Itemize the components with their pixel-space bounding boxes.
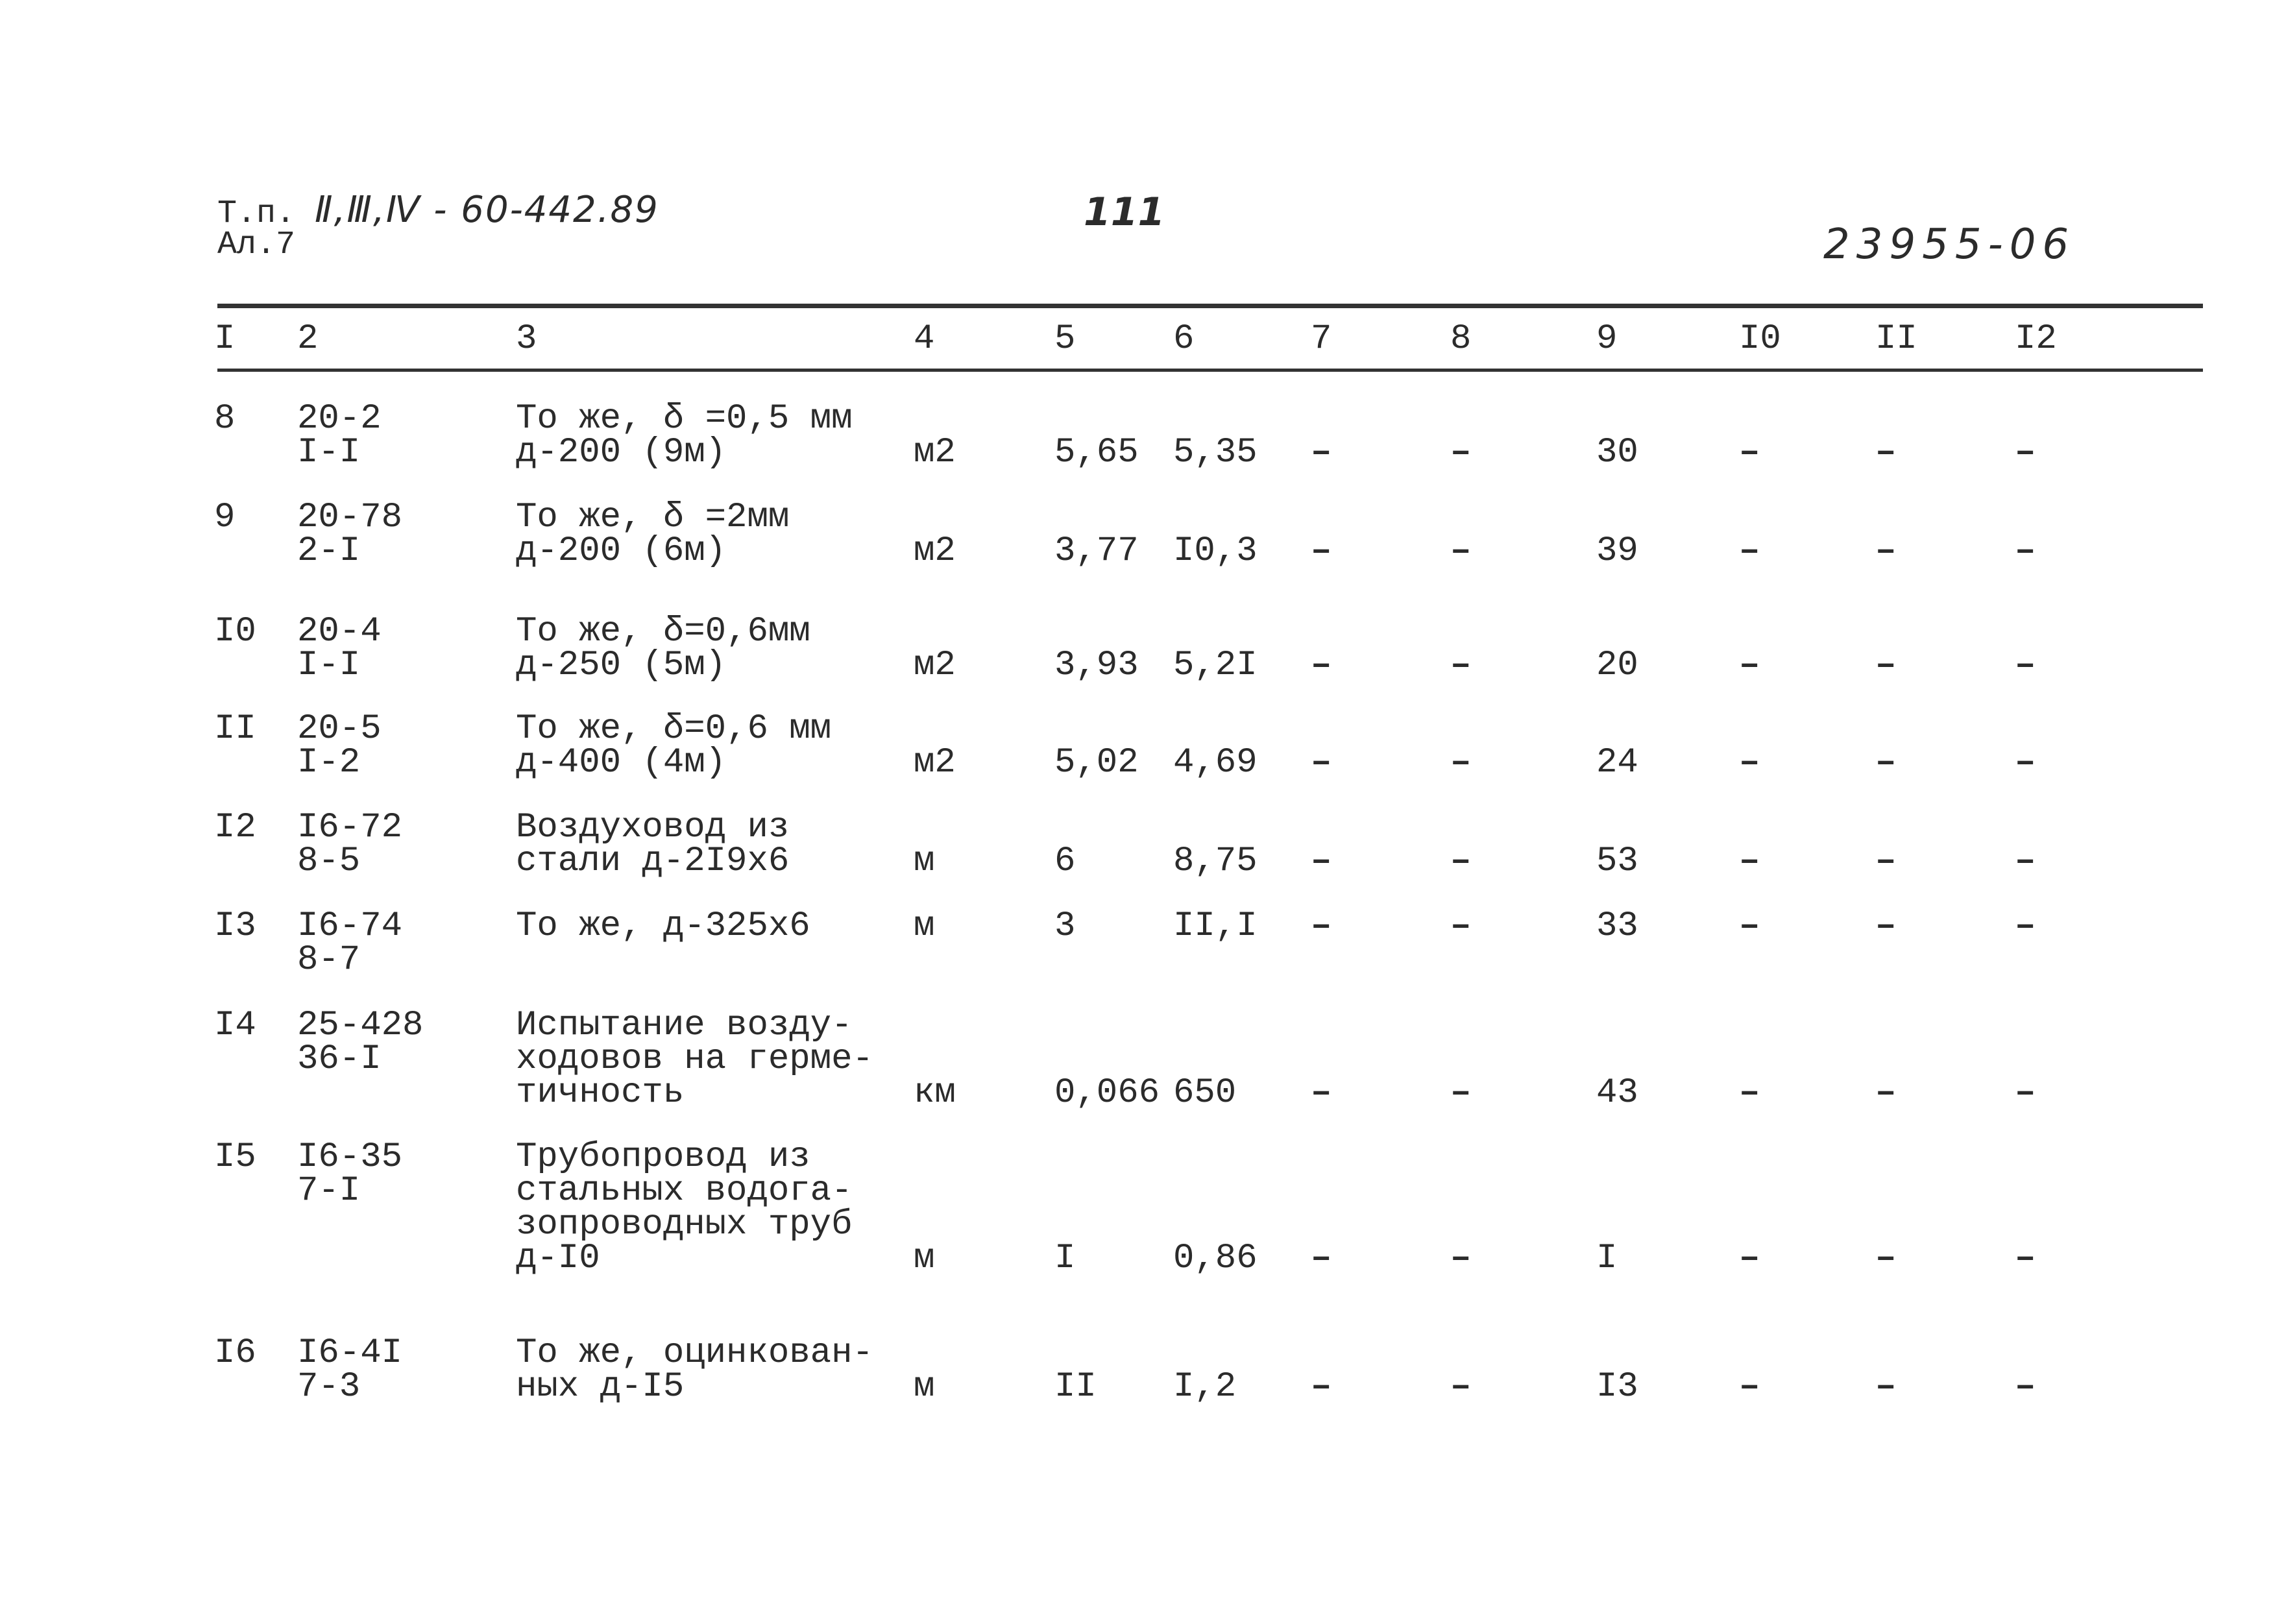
row-col-12: – <box>2015 1239 2036 1278</box>
row-code-line: I-I <box>297 646 361 685</box>
column-header-9: 9 <box>1596 319 1618 359</box>
row-col-10: – <box>1739 531 1760 571</box>
row-col-11: – <box>1875 842 1897 881</box>
row-col-11: – <box>1875 743 1897 782</box>
tp-prefix: Т.п. <box>217 195 296 232</box>
column-header-10: I0 <box>1739 319 1781 359</box>
column-header-7: 7 <box>1311 319 1332 359</box>
row-description-line: То же, δ=0,6 мм <box>516 709 832 749</box>
row-col-8: – <box>1450 1367 1472 1407</box>
row-col-7: – <box>1311 531 1332 571</box>
column-header-4: 4 <box>914 319 935 359</box>
column-header-12: I2 <box>2015 319 2057 359</box>
column-header-3: 3 <box>516 319 537 359</box>
row-col-5: 3,93 <box>1054 646 1139 685</box>
row-code-line: 20-78 <box>297 498 403 537</box>
row-col-9: I <box>1596 1239 1618 1278</box>
row-unit: м2 <box>914 433 956 472</box>
row-col-5: 3,77 <box>1054 531 1139 571</box>
row-unit: м <box>914 1367 935 1407</box>
row-col-7: – <box>1311 906 1332 946</box>
column-header-1: I <box>214 319 236 359</box>
stamp-block <box>217 189 659 263</box>
row-col-5: 5,65 <box>1054 433 1139 472</box>
row-col-10: – <box>1739 1239 1760 1278</box>
row-col-9: 24 <box>1596 743 1638 782</box>
album-label: Ал.7 <box>217 226 296 263</box>
row-description-line: То же, δ=0,6мм <box>516 612 810 651</box>
row-col-7: – <box>1311 743 1332 782</box>
row-description-line: То же, δ =2мм <box>516 498 790 537</box>
row-col-10: – <box>1739 743 1760 782</box>
row-col-12: – <box>2015 531 2036 571</box>
row-col-10: – <box>1739 433 1760 472</box>
column-header-8: 8 <box>1450 319 1472 359</box>
row-col-8: – <box>1450 743 1472 782</box>
row-col-8: – <box>1450 842 1472 881</box>
row-number: I3 <box>214 906 256 946</box>
column-header-11: II <box>1875 319 1917 359</box>
row-col-5: II <box>1054 1367 1097 1407</box>
row-description-line: д-200 (9м) <box>516 433 727 472</box>
row-col-8: – <box>1450 433 1472 472</box>
row-number: II <box>214 709 256 749</box>
row-description-line: То же, д-325х6 <box>516 906 810 946</box>
row-col-8: – <box>1450 531 1472 571</box>
row-col-12: – <box>2015 842 2036 881</box>
row-unit: м2 <box>914 531 956 571</box>
row-col-11: – <box>1875 646 1897 685</box>
row-col-7: – <box>1311 1073 1332 1113</box>
row-col-6: 4,69 <box>1173 743 1258 782</box>
row-unit: м2 <box>914 646 956 685</box>
row-col-11: – <box>1875 1073 1897 1113</box>
row-description-line: То же, δ =0,5 мм <box>516 399 853 439</box>
row-code-line: I-2 <box>297 743 361 782</box>
row-code-line: I6-35 <box>297 1137 403 1177</box>
row-number: 8 <box>214 399 236 439</box>
row-col-10: – <box>1739 1073 1760 1113</box>
row-col-8: – <box>1450 1073 1472 1113</box>
row-col-9: 53 <box>1596 842 1638 881</box>
row-col-11: – <box>1875 433 1897 472</box>
row-number: I6 <box>214 1333 256 1373</box>
row-number: I0 <box>214 612 256 651</box>
row-col-9: 33 <box>1596 906 1638 946</box>
row-description-line: д-I0 <box>516 1239 600 1278</box>
row-col-9: I3 <box>1596 1367 1638 1407</box>
row-col-8: – <box>1450 1239 1472 1278</box>
row-col-6: II,I <box>1173 906 1258 946</box>
row-col-11: – <box>1875 1239 1897 1278</box>
row-code-line: 7-3 <box>297 1367 361 1407</box>
row-col-5: 6 <box>1054 842 1076 881</box>
row-description-line: стальных водога- <box>516 1171 853 1211</box>
row-col-5: 5,02 <box>1054 743 1139 782</box>
row-col-10: – <box>1739 646 1760 685</box>
row-code-line: 36-I <box>297 1039 382 1079</box>
row-col-8: – <box>1450 646 1472 685</box>
row-col-6: 5,35 <box>1173 433 1258 472</box>
row-description-line: То же, оцинкован- <box>516 1333 873 1373</box>
row-code-line: 20-4 <box>297 612 382 651</box>
row-col-6: 8,75 <box>1173 842 1258 881</box>
row-col-7: – <box>1311 842 1332 881</box>
column-header-5: 5 <box>1054 319 1076 359</box>
row-description-line: Испытание возду- <box>516 1006 853 1045</box>
row-col-7: – <box>1311 646 1332 685</box>
page-number: 111 <box>1084 189 1165 235</box>
row-number: I5 <box>214 1137 256 1177</box>
row-description-line: Трубопровод из <box>516 1137 810 1177</box>
row-description-line: Воздуховод из <box>516 808 790 847</box>
row-description-line: д-200 (6м) <box>516 531 727 571</box>
row-description-line: д-250 (5м) <box>516 646 727 685</box>
row-description-line: тичность <box>516 1073 685 1113</box>
row-col-6: 5,2I <box>1173 646 1258 685</box>
row-code-line: I-I <box>297 433 361 472</box>
row-col-10: – <box>1739 906 1760 946</box>
row-col-6: I0,3 <box>1173 531 1258 571</box>
row-description-line: ходовов на герме- <box>516 1039 873 1079</box>
column-header-2: 2 <box>297 319 319 359</box>
row-col-7: – <box>1311 1367 1332 1407</box>
row-code-line: 25-428 <box>297 1006 424 1045</box>
row-col-6: 650 <box>1173 1073 1237 1113</box>
row-col-11: – <box>1875 531 1897 571</box>
row-col-10: – <box>1739 1367 1760 1407</box>
row-col-10: – <box>1739 842 1760 881</box>
document-code: 23955-06 <box>1823 221 2076 269</box>
table-header-rule <box>217 369 2203 372</box>
table-top-rule <box>217 304 2203 308</box>
row-col-12: – <box>2015 1073 2036 1113</box>
row-number: I2 <box>214 808 256 847</box>
row-col-6: I,2 <box>1173 1367 1237 1407</box>
row-code-line: 2-I <box>297 531 361 571</box>
row-code-line: 20-5 <box>297 709 382 749</box>
row-col-5: I <box>1054 1239 1076 1278</box>
row-code-line: 8-7 <box>297 940 361 980</box>
row-col-9: 39 <box>1596 531 1638 571</box>
row-col-6: 0,86 <box>1173 1239 1258 1278</box>
column-header-6: 6 <box>1173 319 1195 359</box>
row-col-7: – <box>1311 433 1332 472</box>
row-code-line: I6-74 <box>297 906 403 946</box>
row-code-line: 7-I <box>297 1171 361 1211</box>
row-description-line: стали д-2I9х6 <box>516 842 790 881</box>
row-col-5: 3 <box>1054 906 1076 946</box>
row-unit: м <box>914 1239 935 1278</box>
row-col-12: – <box>2015 906 2036 946</box>
row-code-line: 8-5 <box>297 842 361 881</box>
row-description-line: ных д-I5 <box>516 1367 685 1407</box>
row-unit: м2 <box>914 743 956 782</box>
row-description-line: зопроводных труб <box>516 1205 853 1244</box>
row-col-11: – <box>1875 906 1897 946</box>
row-description-line: д-400 (4м) <box>516 743 727 782</box>
row-col-12: – <box>2015 646 2036 685</box>
row-number: 9 <box>214 498 236 537</box>
row-col-9: 43 <box>1596 1073 1638 1113</box>
row-col-8: – <box>1450 906 1472 946</box>
row-col-12: – <box>2015 743 2036 782</box>
row-unit: км <box>914 1073 956 1113</box>
row-col-9: 30 <box>1596 433 1638 472</box>
row-col-7: – <box>1311 1239 1332 1278</box>
row-number: I4 <box>214 1006 256 1045</box>
row-col-5: 0,066 <box>1054 1073 1160 1113</box>
row-code-line: I6-72 <box>297 808 403 847</box>
tp-code: Ⅱ,Ⅲ,Ⅳ - 60-442.89 <box>315 189 659 231</box>
row-col-12: – <box>2015 1367 2036 1407</box>
row-code-line: 20-2 <box>297 399 382 439</box>
row-unit: м <box>914 842 935 881</box>
row-col-11: – <box>1875 1367 1897 1407</box>
row-col-9: 20 <box>1596 646 1638 685</box>
row-unit: м <box>914 906 935 946</box>
row-code-line: I6-4I <box>297 1333 403 1373</box>
row-col-12: – <box>2015 433 2036 472</box>
